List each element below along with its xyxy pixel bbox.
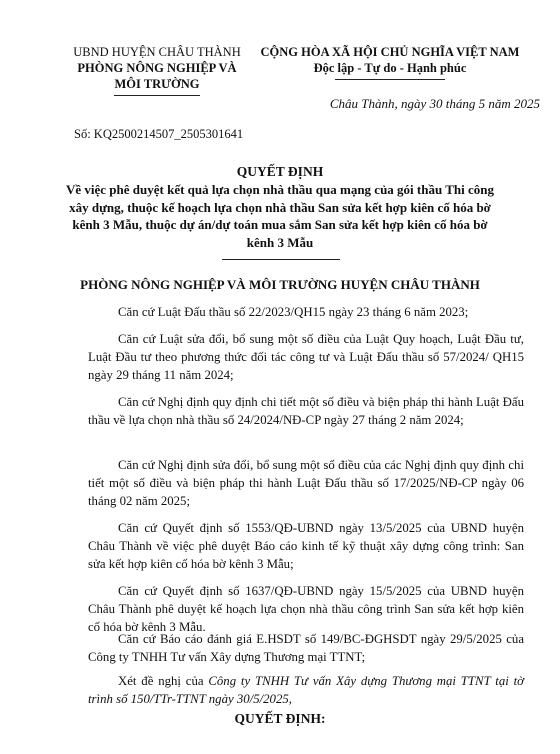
legal-basis-paragraph: Căn cứ Quyết định số 1637/QĐ-UBND ngày 15/5/2025 của UBND huyện Châu Thành phê duyệt kế hoạch lựa chọn nhà thầu công trình San sửa kết hợp kiên cố hóa bờ kênh 3 Mẫu. — [88, 584, 524, 634]
issuing-agency-block — [66, 44, 248, 96]
subject-underline — [222, 259, 340, 260]
legal-basis-paragraph: Căn cứ Luật sửa đổi, bổ sung một số điều của Luật Quy hoạch, Luật Đầu tư, Luật Đầu tư theo phương thức đối tác công tư và Luật Đấu thầu số 57/2024/ QH15 ngày 29 tháng 11 năm 2024; — [88, 332, 524, 382]
national-motto: Độc lập - Tự do - Hạnh phúc — [313, 61, 467, 75]
agency-underline — [114, 95, 200, 96]
document-subject: Về việc phê duyệt kết quả lựa chọn nhà thầu qua mạng của gói thầu Thi công xây dựng, thuộc kế hoạch lựa chọn nhà thầu San sửa kết hợp kiên cố hóa bờ kênh 3 Mẫu, thuộc dự án/dự toán mua sắm San sửa kết hợp kiên cố hóa bờ kênh 3 Mẫu — [66, 182, 494, 250]
document-title: QUYẾT ĐỊNH — [236, 164, 324, 179]
document-number: Số: KQ2500214507_2505301641 — [74, 127, 244, 141]
legal-basis-paragraph: Căn cứ Quyết định số 1553/QĐ-UBND ngày 13/5/2025 của UBND huyện Châu Thành về việc phê duyệt Báo cáo kinh tế kỹ thuật xây dựng công trình: San sửa kết hợp kiên cố hóa bờ kênh 3 Mẫu; — [88, 521, 524, 571]
nation-name: CỘNG HÒA XÃ HỘI CHỦ NGHĨA VIỆT NAM — [260, 45, 520, 59]
decision-heading: QUYẾT ĐỊNH: — [234, 711, 326, 726]
legal-basis-paragraph: Căn cứ Nghị định quy định chi tiết một số điều và biện pháp thi hành Luật Đấu thầu về lựa chọn nhà thầu số 24/2024/NĐ-CP ngày 27 tháng 2 năm 2024; — [88, 395, 524, 427]
motto-underline — [335, 79, 445, 80]
department-name: PHÒNG NÔNG NGHIỆP VÀ MÔI TRƯỜNG — [77, 61, 237, 91]
issuing-authority-heading: PHÒNG NÔNG NGHIỆP VÀ MÔI TRƯỜNG HUYỆN CHÂU THÀNH — [80, 277, 480, 292]
district-committee-name: UBND HUYỆN CHÂU THÀNH — [73, 45, 241, 59]
legal-basis-paragraph: Căn cứ Luật Đấu thầu số 22/2023/QH15 ngày 23 tháng 6 năm 2023; — [118, 305, 469, 319]
legal-basis-paragraph: Căn cứ Báo cáo đánh giá E.HSDT số 149/BC-ĐGHSDT ngày 29/5/2025 của Công ty TNHH Tư vấn Xây dựng Thương mại TTNT; — [88, 632, 524, 664]
legal-basis-paragraph: Căn cứ Nghị định sửa đổi, bổ sung một số điều của các Nghị định quy định chi tiết một số điều và biện pháp thi hành Luật Đấu thầu số 17/2025/NĐ-CP ngày 06 tháng 02 năm 2025; — [88, 458, 524, 508]
proposal-paragraph: Xét đề nghị của Công ty TNHH Tư vấn Xây dựng Thương mại TTNT tại tờ trình số 150/TTr-TTNT ngày 30/5/2025, — [88, 674, 524, 706]
national-heading-block — [244, 44, 536, 80]
place-and-date: Châu Thành, ngày 30 tháng 5 năm 2025 — [329, 96, 540, 111]
